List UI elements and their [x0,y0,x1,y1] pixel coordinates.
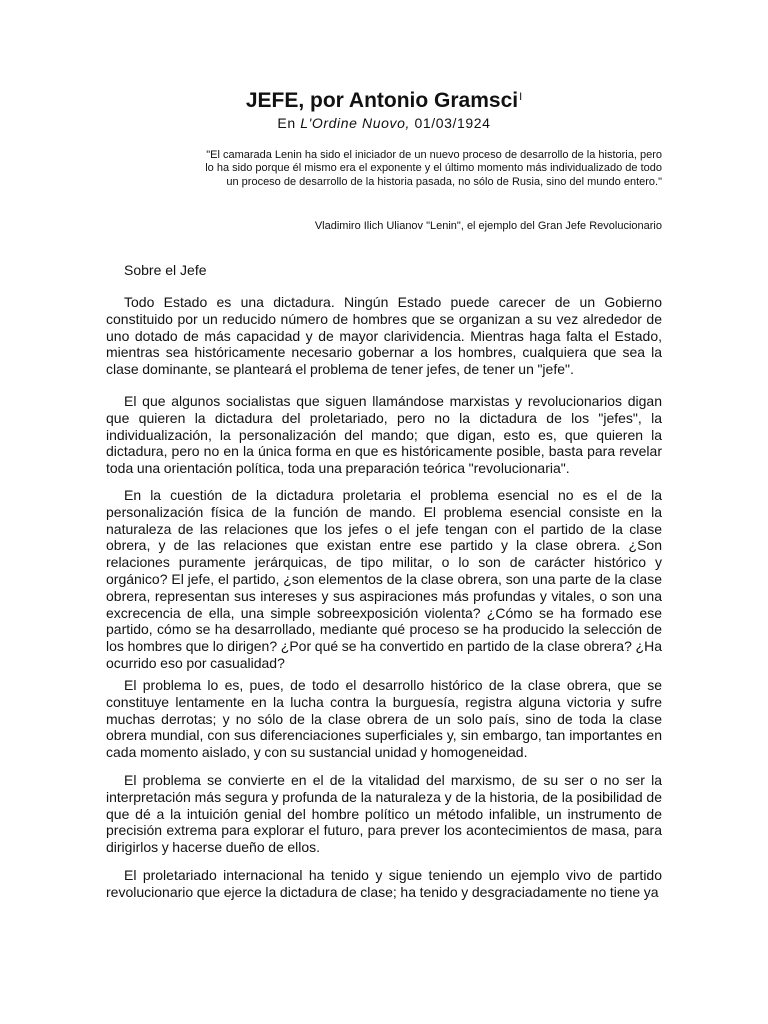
subtitle-prefix: En [277,115,296,131]
subtitle-publication: L'Ordine Nuovo, [300,115,410,131]
subtitle-date: 01/03/1924 [414,115,491,131]
paragraph: En la cuestión de la dictadura proletaria el problema esencial no es el de la personalización física de la función de mando. El problema esencial consiste en la naturaleza de las relaciones que los jefes o el jefe tengan con el partido de la clase obrera, y de las relaciones que existan entre ese partido y la clase obrera. ¿Son relaciones puramente jerárquicas, de tipo militar, o lo son de carácter histórico y orgánico? El jefe, el partido, ¿son elementos de la clase obrera, son una parte de la clase obrera, representan sus intereses y sus aspiraciones más profundas y vitales, o son una excrecencia de ella, una simple sobreexposición violenta? ¿Cómo se ha formado ese partido, cómo se ha desarrollado, mediante qué proceso se ha producido la selección de los hombres que lo dirigen? ¿Por qué se ha convertido en partido de la clase obrera? ¿Ha ocurrido eso por casualidad? [106,487,662,671]
paragraph: El problema lo es, pues, de todo el desarrollo histórico de la clase obrera, que se constituye lentamente en la lucha contra la burguesía, registra alguna victoria y sufre muchas derrotas; y no sólo de la clase obrera de un solo país, sino de toda la clase obrera mundial, con sus diferenciaciones superficiales y, sin embargo, tan importantes en cada momento aislado, y con su sustancial unidad y homogeneidad. [106,677,662,761]
paragraph: Todo Estado es una dictadura. Ningún Estado puede carecer de un Gobierno constituido por un reducido número de hombres que se organizan a su vez alrededor de uno dotado de más capacidad y de mayor clarividencia. Mientras haga falta el Estado, mientras sea históricamente necesario gobernar a los hombres, cualquiera que sea la clase dominante, se planteará el problema de tener jefes, de tener un "jefe". [106,294,662,378]
section-heading: Sobre el Jefe [124,262,207,278]
title-text: JEFE, por Antonio Gramsci [245,89,519,112]
epigraph-caption: Vladimiro Ilich Ulianov "Lenin", el ejemplo del Gran Jefe Revolucionario [314,220,662,232]
paragraph: El que algunos socialistas que siguen llamándose marxistas y revolucionarios digan que quieren la dictadura del proletariado, pero no la dictadura de los "jefes", la individualización, la personalización del mando; que digan, esto es, que quieren la dictadura, pero no en la única forma en que es históricamente posible, basta para revelar toda una orientación política, toda una preparación teórica "revolucionaria". [106,393,662,477]
epigraph-quote: "El camarada Lenin ha sido el iniciador de un nuevo proceso de desarrollo de la historia, pero lo ha sido porque él mismo era el exponente y el último momento más individualizado de todo un proceso de desarrollo de la historia pasada, no sólo de Rusia, sino del mundo entero." [205,149,662,188]
title-footnote-mark[interactable]: I [519,91,523,103]
paragraph: El problema se convierte en el de la vitalidad del marxismo, de su ser o no ser la interpretación más segura y profunda de la naturaleza y de la historia, de la posibilidad de que dé a la intuición genial del hombre político un método infalible, un instrumento de precisión extrema para explorar el futuro, para prever los acontecimientos de masa, para dirigirlos y hacerse dueño de ellos. [106,772,662,856]
document-subtitle [0,114,768,132]
paragraph: El proletariado internacional ha tenido y sigue teniendo un ejemplo vivo de partido revolucionario que ejerce la dictadura de clase; ha tenido y desgraciadamente no tiene ya [106,867,662,900]
document-title [0,88,768,114]
